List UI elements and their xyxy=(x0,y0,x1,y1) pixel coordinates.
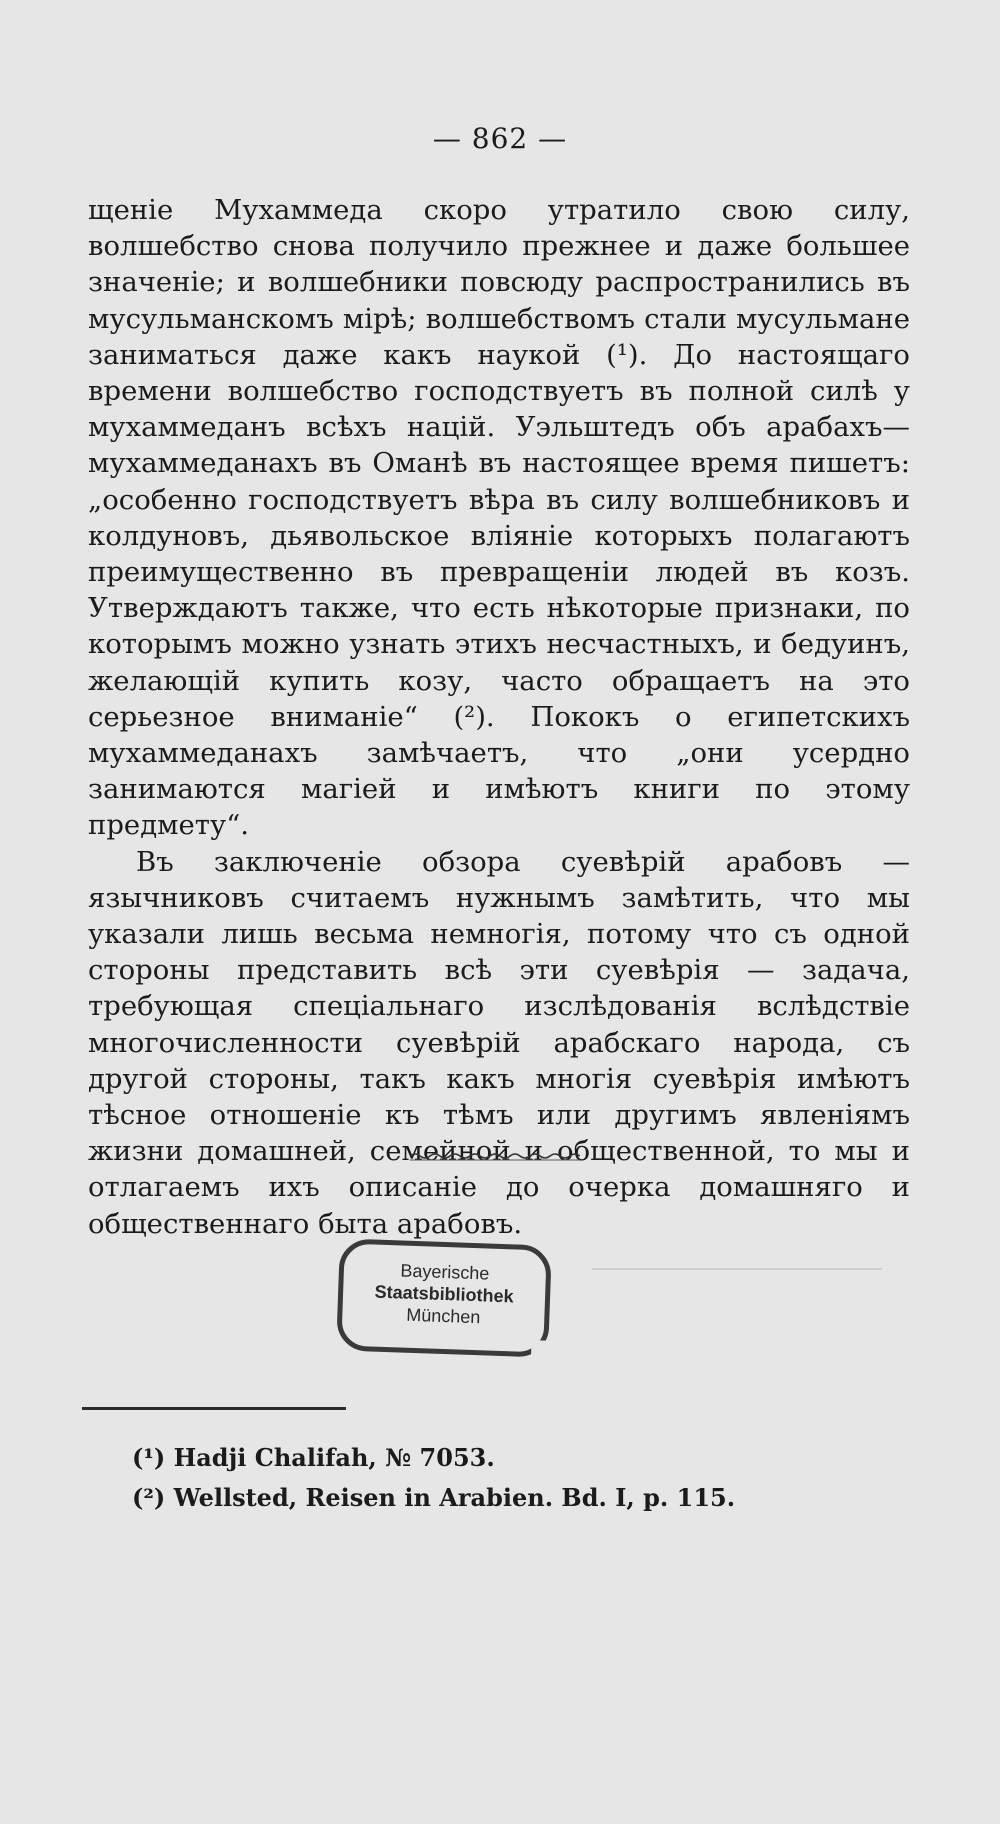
main-text xyxy=(88,192,910,1242)
library-stamp xyxy=(336,1238,552,1357)
stamp-line-1: Bayerische xyxy=(400,1260,490,1284)
footnote-2: (²) Wellsted, Reisen in Arabien. Bd. I, p. 115. xyxy=(132,1483,736,1512)
footnote-1: (¹) Hadji Chalifah, № 7053. xyxy=(132,1443,495,1472)
page-number: — 862 — xyxy=(432,122,568,155)
stamp-line-3: München xyxy=(406,1304,481,1328)
bleed-through-rule xyxy=(592,1268,882,1270)
stamp-line-2: Staatsbibliothek xyxy=(374,1281,514,1307)
paragraph-2: Въ заключеніе обзора суевѣрій арабовъ — язычниковъ считаемъ нужнымъ замѣтить, что мы указали лишь весьма немногія, потому что съ одной стороны представить всѣ эти суевѣрія — задача, требующая спеціальнаго изслѣдованія вслѣдствіе многочисленности суевѣрій арабскаго народа, съ другой стороны, такъ какъ многія суевѣрія имѣютъ тѣсное отношеніе къ тѣмъ или другимъ явленіямъ жизни домашней, семейной и общественной, то мы и отлагаемъ ихъ описаніе до очерка домашняго и общественнаго быта арабовъ. xyxy=(88,845,910,1240)
wavy-separator xyxy=(410,1150,580,1162)
footnote-rule xyxy=(82,1407,346,1410)
footnotes xyxy=(132,1438,735,1518)
stamp-notch xyxy=(531,1340,550,1359)
paragraph-1: щеніе Мухаммеда скоро утратило свою силу, волшебство снова получило прежнее и даже большее значеніе; и волшебники повсюду распространились въ мусульманскомъ мірѣ; волшебствомъ стали мусульмане заниматься даже какъ наукой (¹). До настоящаго времени волшебство господствуетъ въ полной силѣ у мухаммеданъ всѣхъ націй. Уэльштедъ объ арабахъ—мухаммеданахъ въ Оманѣ въ настоящее время пишетъ: „особенно господствуетъ вѣра въ силу волшебниковъ и колдуновъ, дьявольское вліяніе которыхъ полагаютъ преимущественно въ превращеніи людей въ козъ. Утверждаютъ также, что есть нѣкоторые признаки, по которымъ можно узнать этихъ несчастныхъ, и бедуинъ, желающій купить козу, часто обращаетъ на это серьезное вниманіе“ (²). Пококъ о египетскихъ мухаммеданахъ замѣчаетъ, что „они усердно занимаются магіей и имѣютъ книги по этому предмету“. xyxy=(88,194,910,842)
